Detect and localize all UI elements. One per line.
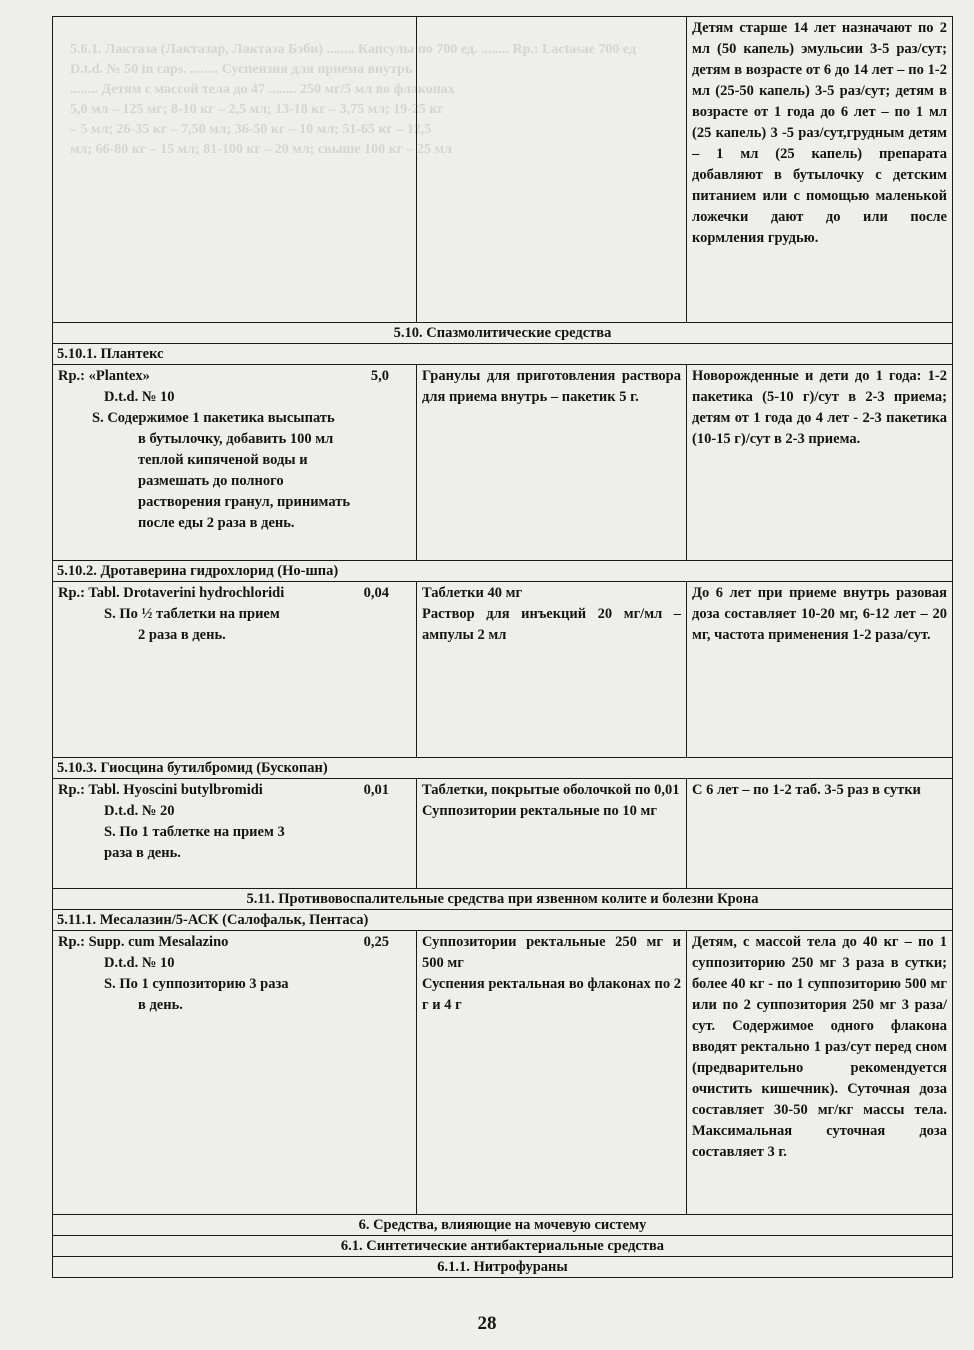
signa-line: размешать до полного — [138, 473, 284, 489]
dosage-cell: Новорожденные и дети до 1 года: 1-2 пакетика (5-10 г)/сут в 2-3 приема; детям от 1 года до 4 лет - 2-3 пакетика (10-15 г)/сут в 2-3 приема. — [687, 365, 953, 561]
table-row — [53, 931, 953, 1215]
section-row — [53, 323, 953, 344]
dtd-line: D.t.d. № 10 — [104, 955, 175, 971]
empty-cell — [417, 17, 687, 323]
signa-line: S. Содержимое 1 пакетика высыпать — [92, 410, 335, 426]
rp-name: Rp.: Tabl. Hyoscini butylbromidi — [58, 782, 263, 798]
form-line: Суппозитории ректальные 250 мг и 500 мг — [422, 934, 681, 971]
table-row — [53, 779, 953, 889]
section-row — [53, 1236, 953, 1257]
dosage-cell: До 6 лет при приеме внутрь разовая доза составляет 10-20 мг, 6-12 лет – 20 мг, частота применения 1-2 раза/сут. — [687, 582, 953, 758]
dtd-line: D.t.d. № 20 — [104, 803, 175, 819]
subsection-row — [53, 910, 953, 931]
rp-name: Rp.: Supp. cum Mesalazino — [58, 934, 229, 950]
section-heading: 6.1.1. Нитрофураны — [53, 1257, 953, 1278]
bleed-through-text: 5.6.1. Лактаза (Лактазар, Лактаза Бэби) ........ Капсулы по 700 ед. ........ Rp.: Lactasae 700 ед D.t.d. № 50 in caps. ........ Суспензия для приема внутрь ........ Детям с массой тела до 47 ........ 250 мг/5 мл во флаконах 5,0 мл – 125 мг; 8-10 кг – 2,5 мл; 13-18 кг – 3,75 мл; 19-25 кг – 5 мл; 26-35 кг – 7,50 мл; 36-50 кг – 10 мл; 51-65 кг – 12,5 мл; 66-80 кг – 15 мл; 81-100 кг – 20 мл; свыше 100 кг – 25 мл — [70, 42, 637, 157]
rp-dose: 0,25 — [363, 934, 389, 950]
signa-line: в бутылочку, добавить 100 мл — [138, 431, 334, 447]
prescription-table — [52, 16, 953, 1278]
prescription-cell — [53, 582, 417, 758]
form-cell: Таблетки, покрытые оболочкой по 0,01 Суппозитории ректальные по 10 мг — [417, 779, 687, 889]
dosage-cell: Детям старше 14 лет назначают по 2 мл (50 капель) эмульсии 3-5 раз/сут; детям в возрасте от 6 до 14 лет – по 1-2 мл (25-50 капель) 3-5 раз/сут; детям в возрасте от 1 года до 6 лет – по 1 мл (25 капель) 3 -5 раз/сут,грудным детям – 1 мл (25 капель) препарата добавляют в бутылочку с детским питанием или с помощью маленькой ложечки дают до или после кормления грудью. — [687, 17, 953, 323]
rp-dose: 5,0 — [370, 368, 389, 384]
signa-line: S. По 1 суппозиторию 3 раза — [104, 976, 289, 992]
signa-line: после еды 2 раза в день. — [138, 515, 295, 531]
drug-heading: 5.11.1. Месалазин/5-АСК (Салофальк, Пентаса) — [53, 910, 953, 931]
signa-line: S. По ½ таблетки на прием — [104, 606, 280, 622]
drug-heading: 5.10.1. Плантекс — [53, 344, 953, 365]
form-cell — [417, 582, 687, 758]
rp-name: Rp.: Tabl. Drotaverini hydrochloridi — [58, 585, 285, 601]
form-line: Суспения ректальная во флаконах по 2 г и 4 г — [422, 976, 681, 1013]
section-heading: 6.1. Синтетические антибактериальные средства — [53, 1236, 953, 1257]
dtd-line: D.t.d. № 10 — [104, 389, 175, 405]
form-line: Раствор для инъекций 20 мг/мл – ампулы 2 мл — [422, 606, 681, 643]
prescription-cell — [53, 779, 417, 889]
table-row — [53, 582, 953, 758]
signa-line: раза в день. — [104, 845, 181, 861]
prescription-cell — [53, 365, 417, 561]
form-cell: Гранулы для приготовления раствора для приема внутрь – пакетик 5 г. — [417, 365, 687, 561]
table-row — [53, 17, 953, 323]
section-row — [53, 1257, 953, 1278]
signa-line: 2 раза в день. — [138, 627, 226, 643]
section-row — [53, 889, 953, 910]
subsection-row — [53, 561, 953, 582]
section-heading: 6. Средства, влияющие на мочевую систему — [53, 1215, 953, 1236]
form-line: Таблетки 40 мг — [422, 585, 523, 601]
table-row — [53, 365, 953, 561]
subsection-row — [53, 758, 953, 779]
rp-dose: 0,04 — [363, 585, 389, 601]
prescription-cell — [53, 931, 417, 1215]
page-number: 28 — [477, 1313, 497, 1334]
subsection-row — [53, 344, 953, 365]
signa-line: S. По 1 таблетке на прием 3 — [104, 824, 285, 840]
form-cell — [417, 931, 687, 1215]
signa-line: в день. — [138, 997, 183, 1013]
signa-line: теплой кипяченой воды и — [138, 452, 308, 468]
section-row — [53, 1215, 953, 1236]
dosage-cell: Детям, с массой тела до 40 кг – по 1 суппозиторию 250 мг 3 раза в сутки; более 40 кг - по 1 суппозиторию 500 мг или по 2 суппозитория 250 мг 3 раза/сут. Содержимое одного флакона вводят ректально 1 раз/сут перед сном (предварительно рекомендуется очистить кишечник). Суточная доза составляет 30-50 мг/кг массы тела. Максимальная суточная доза составляет 3 г. — [687, 931, 953, 1215]
section-heading: 5.11. Противовоспалительные средства при язвенном колите и болезни Крона — [53, 889, 953, 910]
section-heading: 5.10. Спазмолитические средства — [53, 323, 953, 344]
dosage-cell: С 6 лет – по 1-2 таб. 3-5 раз в сутки — [687, 779, 953, 889]
drug-heading: 5.10.3. Гиосцина бутилбромид (Бускопан) — [53, 758, 953, 779]
drug-heading: 5.10.2. Дротаверина гидрохлорид (Но-шпа) — [53, 561, 953, 582]
rp-name: Rp.: «Plantex» — [58, 368, 150, 384]
rp-dose: 0,01 — [363, 782, 389, 798]
signa-line: растворения гранул, принимать — [138, 494, 350, 510]
document-page — [52, 16, 952, 1278]
empty-cell — [53, 17, 417, 323]
